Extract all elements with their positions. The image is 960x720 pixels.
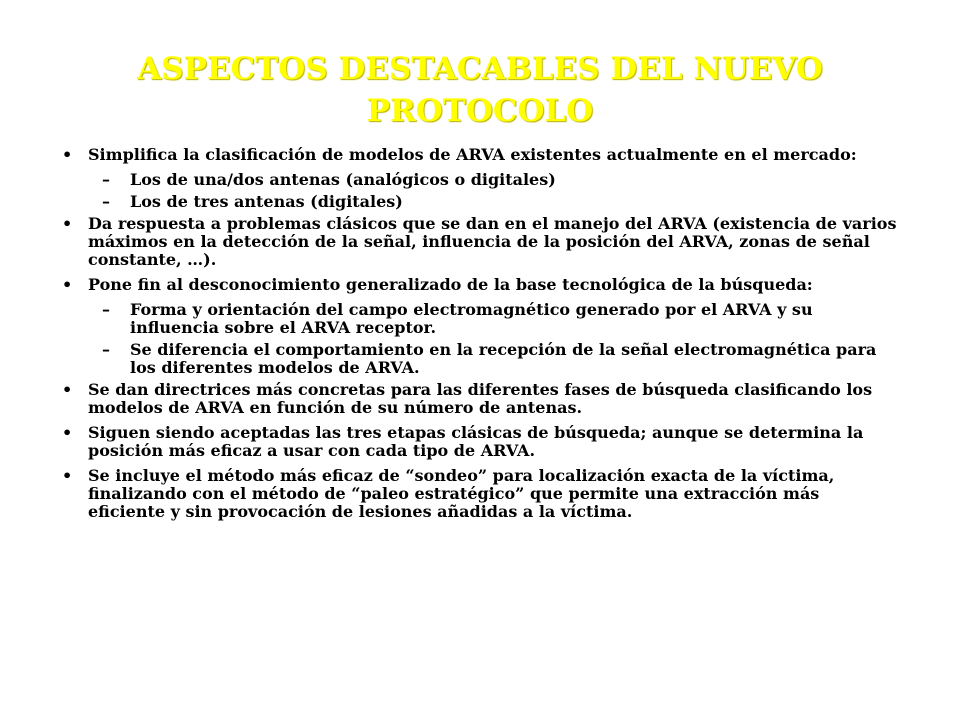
bullet-list (62, 146, 898, 528)
bullet-item (62, 381, 898, 417)
bullet-text: Da respuesta a problemas clásicos que se dan en el manejo del ARVA (existencia de varios máximos en la detección de la señal, influencia de la posición del ARVA, zonas de señal constante, …). (88, 214, 897, 269)
bullet-mark: • (62, 275, 73, 294)
bullet-mark: • (62, 423, 73, 442)
bullet-text: Pone fin al desconocimiento generalizado de la base tecnológica de la búsqueda: (88, 275, 813, 294)
bullet-text: Se dan directrices más concretas para las diferentes fases de búsqueda clasificando los modelos de ARVA en función de su número de antenas. (88, 380, 873, 417)
bullet-item (62, 146, 898, 164)
bullet-mark: • (62, 145, 73, 164)
bullet-mark: • (62, 214, 73, 233)
sub-bullet-text: Los de una/dos antenas (analógicos o digitales) (130, 170, 556, 189)
sub-bullet-text: Se diferencia el comportamiento en la recepción de la señal electromagnética para los diferentes modelos de ARVA. (130, 340, 877, 377)
dash-mark: – (102, 170, 110, 189)
sub-bullet-item (62, 341, 898, 377)
bullet-item (62, 276, 898, 294)
bullet-text: Siguen siendo aceptadas las tres etapas clásicas de búsqueda; aunque se determina la posición más eficaz a usar con cada tipo de ARVA. (88, 423, 864, 460)
bullet-text: Se incluye el método más eficaz de “sondeo” para localización exacta de la víctima, finalizando con el método de “paleo estratégico” que permite una extracción más eficiente y sin provocación de lesiones añadidas a la víctima. (88, 466, 835, 521)
bullet-mark: • (62, 466, 73, 485)
bullet-item (62, 467, 898, 521)
bullet-item (62, 424, 898, 460)
sub-bullet-item (62, 193, 898, 211)
dash-mark: – (102, 300, 110, 319)
sub-bullet-item (62, 171, 898, 189)
slide-title: ASPECTOS DESTACABLES DEL NUEVO PROTOCOLO (137, 51, 823, 129)
sub-bullet-item (62, 301, 898, 337)
sub-bullet-text: Forma y orientación del campo electromagnético generado por el ARVA y su influencia sobre el ARVA receptor. (130, 300, 813, 337)
dash-mark: – (102, 192, 110, 211)
bullet-mark: • (62, 380, 73, 399)
bullet-text: Simplifica la clasificación de modelos de ARVA existentes actualmente en el mercado: (88, 145, 857, 164)
bullet-item (62, 215, 898, 269)
sub-bullet-text: Los de tres antenas (digitales) (130, 192, 403, 211)
dash-mark: – (102, 340, 110, 359)
